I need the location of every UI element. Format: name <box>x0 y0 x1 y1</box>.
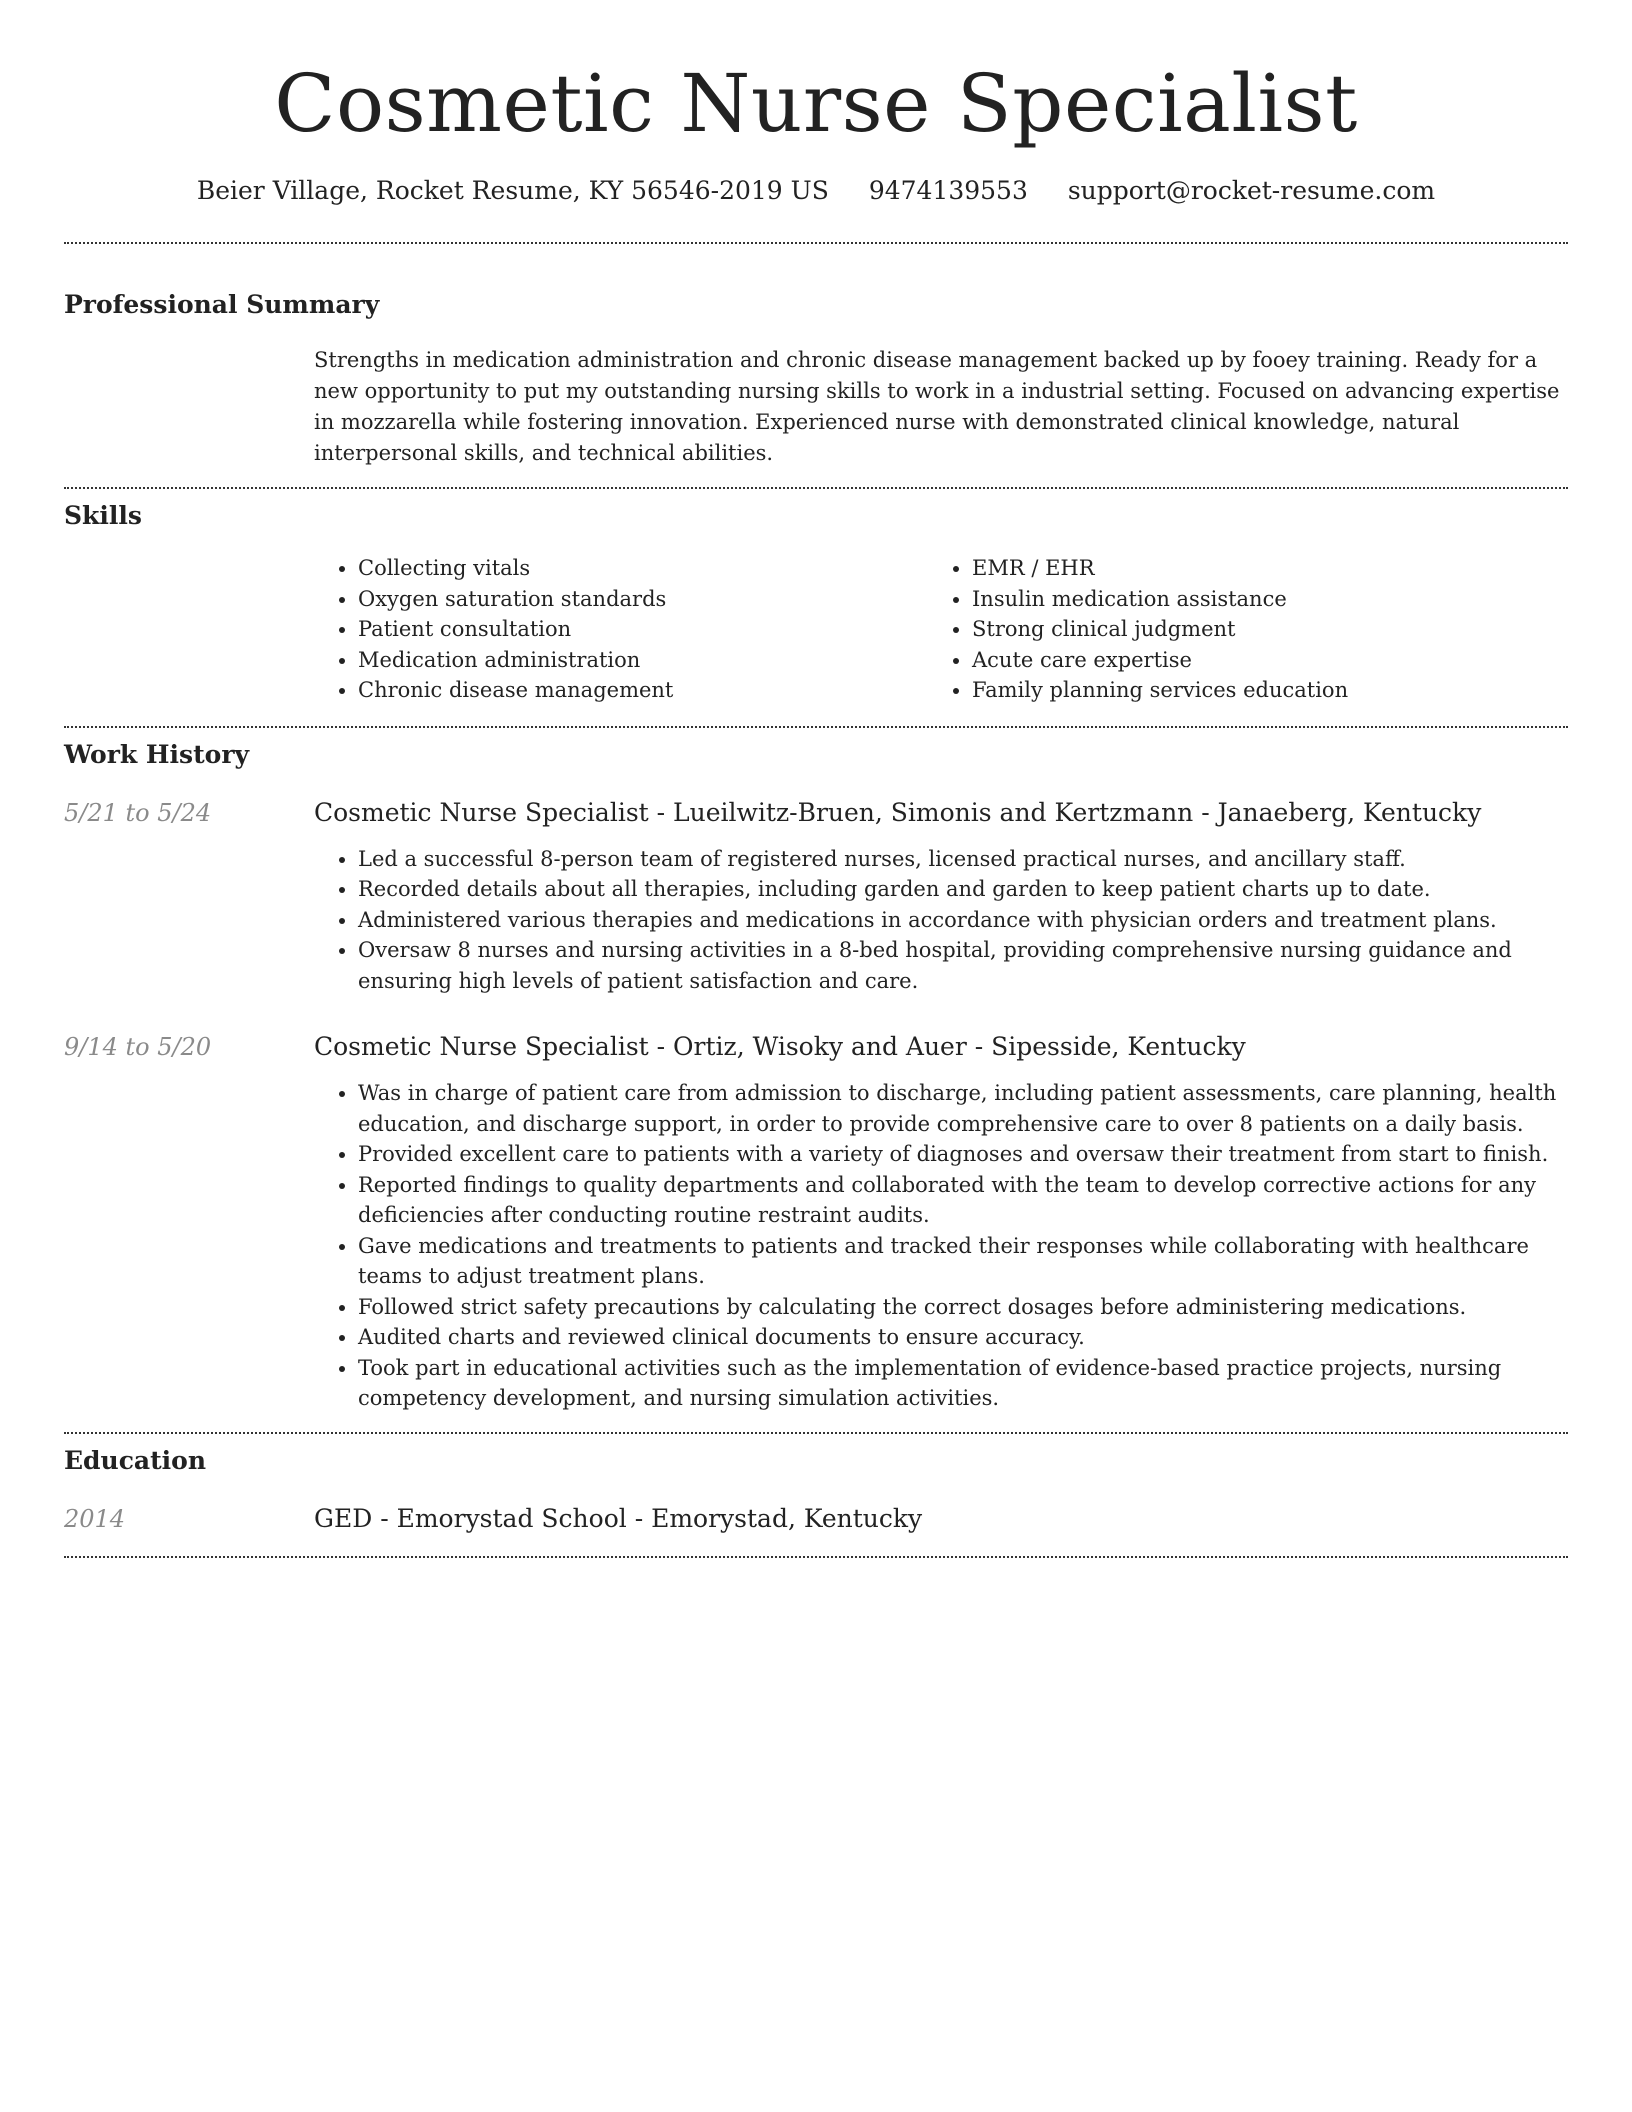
skill-item: • Oxygen saturation standards <box>358 584 928 615</box>
job-heading: Cosmetic Nurse Specialist - Ortiz, Wisoky and Auer - Sipesside, Kentucky <box>314 1032 1246 1061</box>
education-body <box>314 1502 1568 1536</box>
job-bullet: • Audited charts and reviewed clinical documents to ensure accuracy. <box>358 1322 1568 1353</box>
work-section <box>64 738 1568 1414</box>
summary-heading: Professional Summary <box>64 290 380 319</box>
job-dates: 5/21 to 5/24 <box>64 798 212 827</box>
education-entry <box>64 1502 1568 1536</box>
contact-address: Beier Village, Rocket Resume, KY 56546-2019 US <box>196 176 829 205</box>
education-year: 2014 <box>64 1504 126 1533</box>
divider <box>64 1432 1568 1434</box>
job-bullet: • Followed strict safety precautions by calculating the correct dosages before administering medications. <box>358 1292 1568 1323</box>
job-bullet: • Led a successful 8-person team of registered nurses, licensed practical nurses, and ancillary staff. <box>358 844 1568 875</box>
divider <box>64 726 1568 728</box>
job-bullet: • Reported findings to quality departments and collaborated with the team to develop corrective actions for any deficiencies after conducting routine restraint audits. <box>358 1170 1568 1231</box>
job-entry <box>64 1030 1568 1414</box>
education-degree: GED - Emorystad School - Emorystad, Kentucky <box>314 1503 923 1533</box>
divider <box>64 1556 1568 1558</box>
education-heading: Education <box>64 1445 207 1475</box>
skill-item: • Medication administration <box>358 645 928 676</box>
summary-body <box>314 345 1568 469</box>
job-body <box>314 1030 1568 1414</box>
job-dates: 9/14 to 5/20 <box>64 1033 212 1061</box>
resume-page <box>64 0 1568 1558</box>
skills-section <box>64 499 1568 706</box>
work-heading: Work History <box>64 739 250 769</box>
job-bullet: • Provided excellent care to patients with a variety of diagnoses and oversaw their treatment from start to finish. <box>358 1139 1568 1170</box>
job-heading: Cosmetic Nurse Specialist - Lueilwitz-Bruen, Simonis and Kertzmann - Janaeberg, Kentucky <box>314 797 1482 827</box>
skill-item: • Chronic disease management <box>358 675 928 706</box>
summary-row <box>64 345 1568 469</box>
skill-item: • Strong clinical judgment <box>972 614 1542 645</box>
skills-heading: Skills <box>64 501 142 530</box>
skill-item: • Acute care expertise <box>972 645 1542 676</box>
summary-text: Strengths in medication administration and chronic disease management backed up by fooey training. Ready for a new opportunity to put my outstanding nursing skills to work in a industrial setting. Focused on advancing expertise in mozzarella while fostering innovation. Experienced nurse with demonstrated clinical knowledge, natural interpersonal skills, and technical abilities. <box>314 348 1560 465</box>
education-section <box>64 1444 1568 1536</box>
contact-phone: 9474139553 <box>868 176 1028 205</box>
skills-spacer <box>64 553 314 706</box>
skill-item: • Collecting vitals <box>358 553 928 584</box>
job-bullet: • Gave medications and treatments to patients and tracked their responses while collaborating with healthcare teams to adjust treatment plans. <box>358 1231 1568 1292</box>
job-bullet: • Recorded details about all therapies, including garden and garden to keep patient charts up to date. <box>358 874 1568 905</box>
contact-email: support@rocket-resume.com <box>1067 176 1436 205</box>
skill-item: • EMR / EHR <box>972 553 1542 584</box>
summary-section <box>64 288 1568 469</box>
job-body <box>314 796 1568 997</box>
contact-line <box>64 174 1568 208</box>
resume-name: Cosmetic Nurse Specialist <box>274 57 1358 150</box>
job-bullets <box>314 844 1568 997</box>
divider <box>64 487 1568 489</box>
job-bullet: • Oversaw 8 nurses and nursing activities in a 8-bed hospital, providing comprehensive nursing guidance and ensuring high levels of patient satisfaction and care. <box>358 935 1568 996</box>
skills-columns <box>314 553 1568 706</box>
skills-row <box>64 553 1568 706</box>
job-bullet: • Took part in educational activities such as the implementation of evidence-based practice projects, nursing competency development, and nursing simulation activities. <box>358 1353 1568 1414</box>
job-bullets <box>314 1078 1568 1414</box>
skill-item: • Patient consultation <box>358 614 928 645</box>
job-bullet: • Administered various therapies and medications in accordance with physician orders and treatment plans. <box>358 905 1568 936</box>
skills-list-left <box>314 553 928 706</box>
job-entry <box>64 796 1568 997</box>
skills-list-right <box>928 553 1542 706</box>
skill-item: • Family planning services education <box>972 675 1542 706</box>
skill-item: • Insulin medication assistance <box>972 584 1542 615</box>
summary-spacer <box>64 345 314 469</box>
job-bullet: • Was in charge of patient care from admission to discharge, including patient assessments, care planning, health education, and discharge support, in order to provide comprehensive care to over 8 patients on a daily basis. <box>358 1078 1568 1139</box>
divider <box>64 242 1568 244</box>
